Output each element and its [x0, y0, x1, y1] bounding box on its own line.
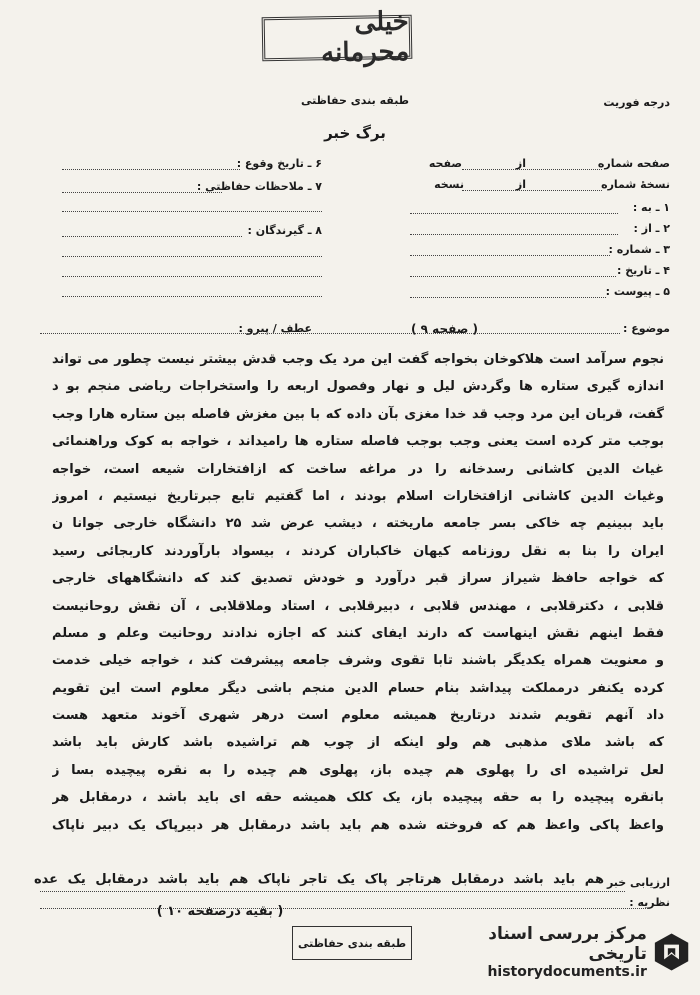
body-line: باید ببینیم چه خاکی بسر جامعه ماریخته ، دیشب عرض شد ۲۵ دانشگاه خارجی جوانا ن	[52, 516, 664, 532]
body-line: بانقره پیچیده را به حقه پیچیده باز، یک کلک همیشه حقه ای باید باشد ، درمقابل هر	[52, 790, 664, 806]
watermark-name: مرکز بررسی اسناد تاریخی	[488, 924, 647, 964]
number-line	[410, 255, 610, 256]
document-body	[52, 346, 664, 839]
body-line: بوجب متر کرده است یعنی وجب بوجب فاصله ستاره ها رامیداند ، خواجه به کوک وراهنمائی	[52, 434, 664, 450]
page-number-line	[462, 169, 602, 170]
body-line: فقط اینهم نقش اینهاست که دارند ایفای کنند که اجازه ندادند روحانیت وعلم و مسلم	[52, 625, 664, 641]
subject-line	[40, 333, 620, 334]
body-line: لعل تراشیده ای را پهلوی هم چیده باز، پهلوی هم چیده را به نقره پیچیده بسا ز	[52, 762, 664, 778]
copy-number-line	[462, 190, 602, 191]
field-date: ۴ ـ تاریخ :	[616, 264, 670, 277]
body-line: که باشد ملای مذهبی هم ولو اینکه از چوب هم تراشیده باشد کارش باید باشد	[52, 735, 664, 751]
field-recipients: ۸ ـ گیرندگان :	[247, 224, 322, 237]
field-copy-number: نسخهٔ شماره	[601, 178, 670, 191]
body-line: وغیاث الدین کاشانی ازافتخارات اسلام بودند ، اما گفتیم تابع جبرتاریخ نیستیم ، امروز	[52, 488, 664, 504]
to-line	[410, 213, 618, 214]
opinion-line	[40, 891, 625, 892]
body-line: واعظ پاکی واعظ هم که فروخته شده هم باید باشد درمقابل هر دبیرپاک یک دبیر ناپاک	[52, 817, 664, 833]
body-line: که خواجه حافظ شیراز سراز قبر درآورد و خودش تصدیق کند که دانشگاههای خارجی	[52, 571, 664, 587]
field-page-number: صفحه شماره	[597, 157, 670, 170]
body-line: گفت، قربان این مرد وجب قد خدا مغزی بآن داده که با بین مغزش فاصله بین ستاره هارا وجب	[52, 406, 664, 422]
recipients-line-3	[62, 276, 322, 277]
nazarieh-line	[40, 908, 650, 909]
opinion-text: هم باید باشد درمقابل هرتاجر پاک یک تاجر ناپاک هم باید باشد درمقابل یک عده	[34, 872, 604, 887]
body-line: نجوم سرآمد است هلاکوخان بخواجه گفت این مرد یک وجب قدش بیشتر نیست چطور می تواند	[52, 352, 664, 367]
body-line: اندازه گیری ستاره ها وگردش لیل و نهار وفصول اربعه را واستخراجات ریاضی منجم بو د	[52, 379, 664, 395]
recipients-line-4	[62, 296, 322, 297]
body-line: قلابی ، دکترقلابی ، مهندس قلابی ، دبیرقلابی ، استاد وملاقلابی ، آن نقش روحانیست	[52, 598, 664, 614]
field-security-notes: ۷ ـ ملاحظات حفاظتی :	[196, 180, 322, 193]
field-number: ۳ ـ شماره :	[608, 243, 670, 256]
subject-label: موضوع :	[623, 322, 670, 335]
classification-stamp-bottom: طبقه بندی حفاظتی	[292, 926, 412, 960]
body-line: ایران را بنا به نقل روزنامه کیهان خاکباران کردند ، بیسواد بارآوردند کاربجائی رسید	[52, 543, 664, 559]
field-to: ۱ ـ به :	[632, 201, 670, 214]
security-notes-line-2	[62, 211, 322, 212]
body-line: کرده یکنفر درمملکت پیداشد بنام حسام الدین منجم باشی دیگر معلوم است این تقویم	[52, 680, 664, 696]
watermark	[440, 916, 690, 988]
recipients-line	[62, 236, 242, 237]
attachment-line	[410, 297, 606, 298]
nazarieh-label: نظریه :	[629, 896, 670, 909]
continued-note: ( بقیه درصفحه ۱۰ )	[156, 904, 284, 919]
form-title: برگ خبر	[324, 124, 386, 142]
field-from: ۲ ـ از :	[633, 222, 670, 235]
body-line: غیاث الدین کاشانی رسدخانه را در مراغه ساخت که ازافتخارات شیعه است، خواجه	[52, 461, 664, 477]
date-line	[410, 276, 616, 277]
body-line: داد آنهم تقویم شدند درتاریخ همیشه معلوم است درهر شهری آخوند متعهد هست	[52, 708, 664, 724]
watermark-url: historydocuments.ir	[487, 964, 647, 980]
body-line: و معنویت همراه یکدیگر باشند تابا تقوی وشرف جامعه پیشرفت کند ، خواجه خیلی خدمت	[52, 653, 664, 669]
classification-stamp-top: خیلی محرمانه	[262, 15, 413, 62]
watermark-text	[440, 924, 647, 980]
field-copy-from: از	[515, 178, 526, 191]
opinion-label: ارزیابی خبر	[606, 876, 670, 889]
header-priority: درجه فوریت	[603, 96, 670, 109]
field-page-unit: صفحه	[428, 157, 462, 170]
field-copy-unit: نسخه	[434, 178, 464, 191]
watermark-logo-icon	[653, 930, 690, 974]
security-notes-line	[62, 192, 222, 193]
ref-label: عطف / پیرو :	[238, 322, 312, 335]
header-classification: طبقه بندی حفاظتی	[300, 94, 410, 107]
recipients-line-2	[62, 256, 322, 257]
page-marker: ( صفحه ۹ )	[411, 322, 478, 336]
event-date-line	[62, 169, 240, 170]
field-page-from: از	[515, 157, 526, 170]
from-line	[410, 234, 618, 235]
field-attachment: ۵ ـ پیوست :	[605, 285, 670, 298]
field-event-date: ۶ ـ تاریخ وقوع :	[236, 157, 322, 170]
